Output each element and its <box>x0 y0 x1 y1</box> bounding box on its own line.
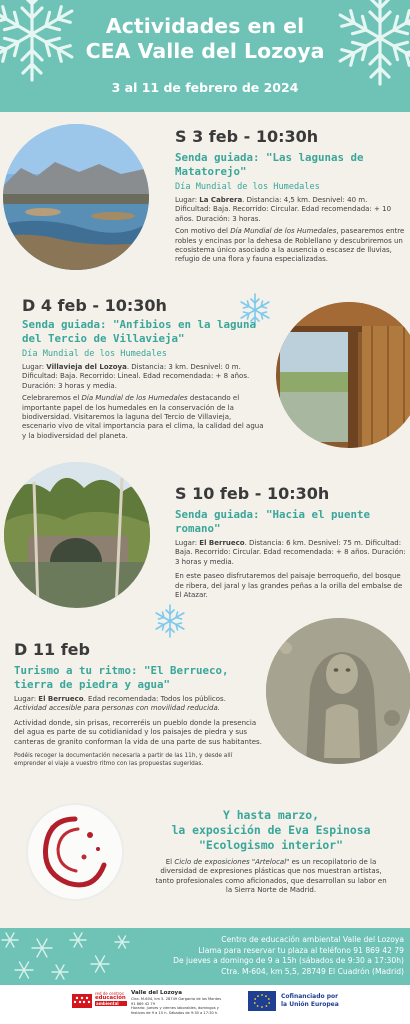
info-label: Lugar: <box>14 695 39 703</box>
education-logo-line: educación <box>95 995 126 1001</box>
info-details: . Edad recomendada: Todos los públicos. <box>83 695 226 703</box>
education-logo-line: red de centros <box>95 991 124 996</box>
center-name: Valle del Lozoya <box>131 990 182 996</box>
eu-cofinancing-line: la Unión Europea <box>281 1000 339 1008</box>
center-phone: 91 869 42 79 <box>131 1001 156 1006</box>
event-description: Actividad donde, sin prisas, recorreréis un pueblo donde la presencia del agua es parte de su cotidianidad y los paisajes de piedra y sus canteras de granito conforman la vida de una parte de sus habitantes. <box>14 718 262 746</box>
event-title-line: tierra de piedra y agua" <box>14 678 171 691</box>
event-title-line: Turismo a tu ritmo: "El Berrueco, <box>14 664 229 677</box>
photo-observatory-window <box>276 302 410 448</box>
event-info <box>22 363 264 391</box>
desc-text: El <box>165 858 175 866</box>
eu-cofinancing <box>281 993 339 1008</box>
event-title-line: Senda guiada: "Las lagunas de <box>175 151 364 164</box>
info-location: Villavieja del Lozoya <box>46 363 127 371</box>
exhibition-line-3: "Ecologismo interior" <box>198 838 343 852</box>
header-banner <box>0 0 410 112</box>
info-label: Lugar: <box>175 196 200 204</box>
info-accessibility: Actividad accesible para personas con movilidad reducida. <box>14 704 220 713</box>
exhibition-description <box>136 858 406 896</box>
footer-phone[interactable]: Llama para reservar tu plaza al teléfono 91 869 42 79 <box>198 945 404 955</box>
event-note: Podéis recoger la documentación necesaria a partir de las 11h, y desde allí emprender el viaje a vuestro ritmo con las propuestas sugeridas. <box>14 753 233 768</box>
info-location: El Berrueco <box>38 695 84 703</box>
exhibition-heading <box>136 808 406 853</box>
desc-emphasis: Día Mundial de los Humedales <box>81 394 188 403</box>
event-title-line: del Tercio de Villavieja" <box>22 332 185 345</box>
desc-text: destacando el importante papel de los humedales en la conservación de la biodiversidad. Visitaremos la laguna del Tercio de Villavieja, escenario vivo de vital importancia para el clima, la calidad del agua y la biodiversidad del planeta. <box>22 394 264 440</box>
photo-stone-carving <box>266 618 410 764</box>
event-title <box>22 318 264 346</box>
event-4 <box>14 640 262 768</box>
eu-flag-icon <box>248 991 276 1011</box>
event-date: D 11 feb <box>14 640 90 659</box>
desc-text: Con motivo del <box>175 227 231 236</box>
photo-exhibition-artwork <box>26 803 124 901</box>
center-info <box>131 990 231 1015</box>
exhibition-line-1: Y hasta marzo, <box>222 808 319 822</box>
info-location: El Berrueco <box>199 539 245 547</box>
desc-text: , pasearemos entre robles y encinas por la dehesa de Roblellano y descubriremos un ecosistema único asociado a la ausencia o escasez de lluvias, refugio de una flora y fauna especializadas. <box>175 227 405 264</box>
event-date: S 10 feb - 10:30h <box>175 484 330 503</box>
event-title <box>175 151 405 179</box>
footer-contact <box>124 935 404 977</box>
title-line-1: Actividades en el <box>105 14 305 38</box>
event-date: S 3 feb - 10:30h <box>175 127 319 146</box>
event-3 <box>175 484 407 600</box>
event-info <box>175 539 407 567</box>
center-hours: festivos de 9 a 15 h. Sábados de 9:30 a 17:30 h. <box>131 1010 219 1015</box>
event-subtitle: Día Mundial de los Humedales <box>175 182 320 192</box>
photo-puente-romano <box>4 462 150 608</box>
desc-text: Celebraremos el <box>22 394 82 403</box>
event-date: D 4 feb - 10:30h <box>22 296 167 315</box>
madrid-star-flag-icon <box>72 994 92 1008</box>
event-title <box>14 664 262 692</box>
center-address: Ctra. M-604, km 5. 28749 Garganta de los Montes <box>131 997 222 1001</box>
desc-emphasis: Ciclo de exposiciones "Artelocal" <box>174 858 290 866</box>
event-title-line: Senda guiada: "Hacia el puente romano" <box>175 508 371 535</box>
event-info <box>14 695 262 714</box>
education-logo-line: ambiental <box>95 1001 127 1006</box>
event-2 <box>22 296 264 441</box>
info-details: . Distancia: 4,5 km. Desnivel: 40 m. Dificultad: Baja. Recorrido: Circular. Edad recomendada: + 10 años. Duración: 3 horas. <box>175 196 392 223</box>
info-details: . Distancia: 3 km. Desnivel: 0 m. Dificultad: Baja. Recorrido: Lineal. Edad recomendada: + 8 años. Duración: 3 horas y media. <box>22 363 250 390</box>
snowflake-icon <box>152 603 188 639</box>
event-description <box>22 394 264 441</box>
info-location: La Cabrera <box>199 196 243 204</box>
event-1 <box>175 127 405 265</box>
event-title <box>175 508 407 536</box>
photo-lagunas-matatorejo <box>3 124 149 270</box>
footer-center-name: Centro de educación ambiental Valle del Lozoya <box>221 935 404 944</box>
date-range: 3 al 11 de febrero de 2024 <box>111 80 299 95</box>
info-details: . Distancia: 6 km. Desnivel: 75 m. Dificultad: Baja. Recorrido: Circular. Edad recomendada: + 8 años. Duración: 3 horas y media. <box>175 539 406 566</box>
exhibition-block <box>136 808 406 896</box>
page-title <box>0 14 410 64</box>
desc-emphasis: Día Mundial de los Humedales <box>230 227 337 236</box>
footer-address: Ctra. M-604, km 5,5, 28749 El Cuadrón (Madrid) <box>221 966 404 976</box>
event-description <box>175 227 405 265</box>
event-info <box>175 196 405 224</box>
event-title-line: Senda guiada: "Anfibios en la laguna <box>22 318 257 331</box>
event-subtitle: Día Mundial de los Humedales <box>22 349 167 359</box>
info-label: Lugar: <box>175 539 200 547</box>
event-description: En este paseo disfrutaremos del paisaje berroqueño, del bosque de ribera, del jaral y las grandes peñas a la orilla del embalse de El Atazar. <box>175 572 403 600</box>
desc-text: es un recopilatorio de la diversidad de expresiones plásticas que nos muestran artistas, tanto profesionales como aficionados, que desarrollan su labor en la Sierra Norte de Madrid. <box>155 858 387 895</box>
event-title-line: Matatorejo" <box>175 165 247 178</box>
education-logo <box>95 991 127 1006</box>
footer-hours: De jueves a domingo de 9 a 15h (sábados de 9:30 a 17:30h) <box>173 956 404 966</box>
eu-cofinancing-line: Cofinanciado por <box>281 993 339 1000</box>
snowflake-icon <box>0 928 140 985</box>
center-hours: Horario: jueves y viernes laborables, domingos y <box>131 1006 219 1011</box>
footer-banner <box>0 928 410 985</box>
title-line-2: CEA Valle del Lozoya <box>85 39 325 63</box>
logos-bar <box>0 985 410 1024</box>
exhibition-line-2: la exposición de Eva Espinosa <box>171 823 371 837</box>
info-label: Lugar: <box>22 363 47 371</box>
